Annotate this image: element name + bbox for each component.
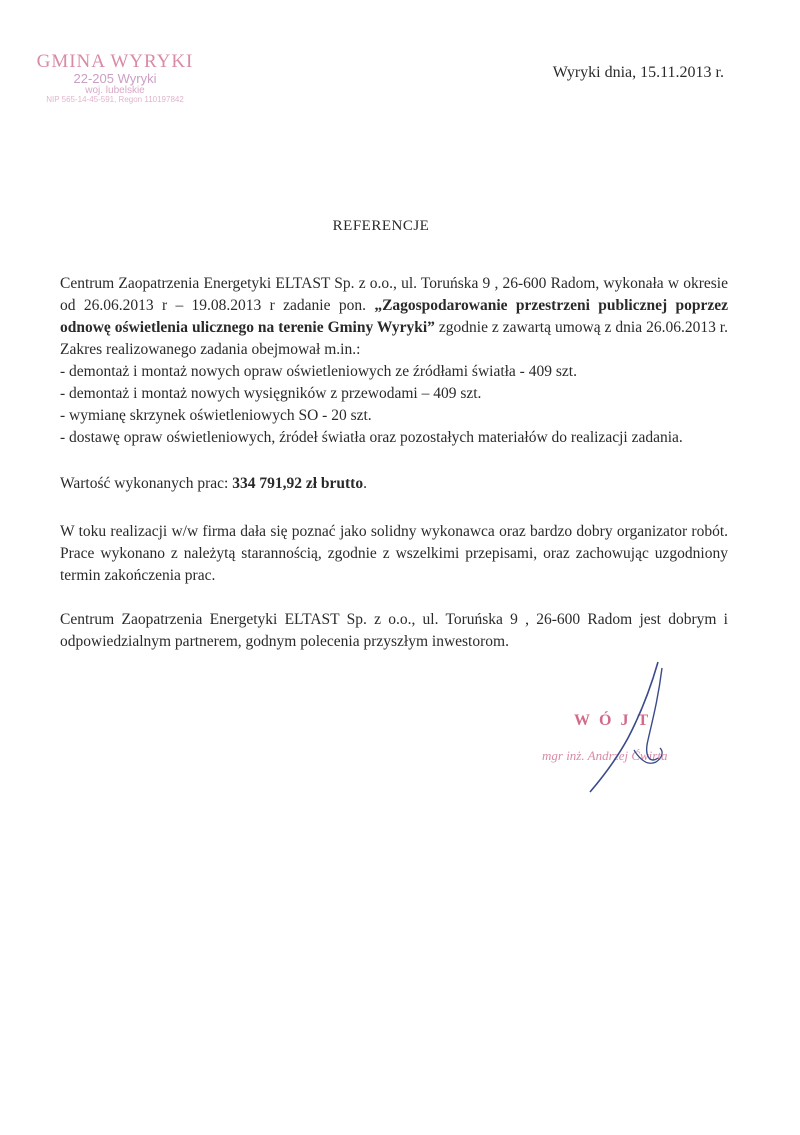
stamp-ids: NIP 565-14-45-591, Regon 110197842 — [46, 95, 184, 105]
letter-date: Wyryki dnia, 15.11.2013 r. — [552, 64, 724, 81]
value-end: . — [363, 475, 367, 492]
signature-block — [530, 660, 730, 800]
value-amount: 334 791,92 zł brutto — [232, 475, 364, 492]
paragraph-value — [60, 473, 728, 495]
scope-list — [60, 361, 728, 449]
task-name: „Zagospodarowanie przestrzeni publicznej poprzez odnowę oświetlenia ulicznego na terenie Gminy Wyryki” — [60, 297, 728, 336]
letter-title: REFERENCJE — [332, 218, 430, 234]
signature-stroke — [647, 668, 662, 760]
municipality-stamp — [20, 52, 210, 104]
stamp-name: GMINA WYRYKI — [36, 51, 194, 72]
list-item: - dostawę opraw oświetleniowych, źródeł światła oraz pozostałych materiałów do realizacji zadania. — [60, 429, 683, 446]
signature-title: WÓJT — [574, 712, 658, 729]
list-item: - wymianę skrzynek oświetleniowych SO - 20 szt. — [60, 407, 372, 424]
stamp-postal: 22-205 Wyryki — [73, 70, 157, 86]
signature-stroke — [590, 662, 658, 792]
handwritten-signature — [530, 660, 730, 800]
paragraph-intro — [60, 273, 728, 361]
value-label: Wartość wykonanych prac: — [60, 475, 233, 492]
intro-lead: Centrum Zaopatrzenia Energetyki ELTAST Sp. z o.o., ul. Toruńska 9 , 26-600 Radom, wykonała w okresie od 26.06.2013 r – 19.08.2013 r zadanie pon. — [60, 275, 728, 314]
paragraph-assessment: W toku realizacji w/w firma dała się poznać jako solidny wykonawca oraz bardzo dobry organizator robót. Prace wykonano z należytą starannością, zgodnie z wszelkimi przepisami, oraz zachowując uzgodniony termin zakończenia prac. — [60, 523, 728, 584]
list-item: - demontaż i montaż nowych wysięgników z przewodami – 409 szt. — [60, 385, 482, 402]
intro-tail: zgodnie z zawartą umową z dnia 26.06.2013 r. Zakres realizowanego zadania obejmował m.in.: — [60, 319, 728, 358]
signature-name: mgr inż. Andrzej Ćwirta — [542, 748, 668, 763]
list-item: - demontaż i montaż nowych opraw oświetleniowych ze źródłami światła - 409 szt. — [60, 363, 577, 380]
letter-body — [60, 273, 728, 653]
paragraph-recommendation: Centrum Zaopatrzenia Energetyki ELTAST Sp. z o.o., ul. Toruńska 9 , 26-600 Radom jest dobrym i odpowiedzialnym partnerem, godnym polecenia przyszłym inwestorom. — [60, 611, 728, 650]
stamp-region: woj. lubelskie — [85, 84, 145, 96]
